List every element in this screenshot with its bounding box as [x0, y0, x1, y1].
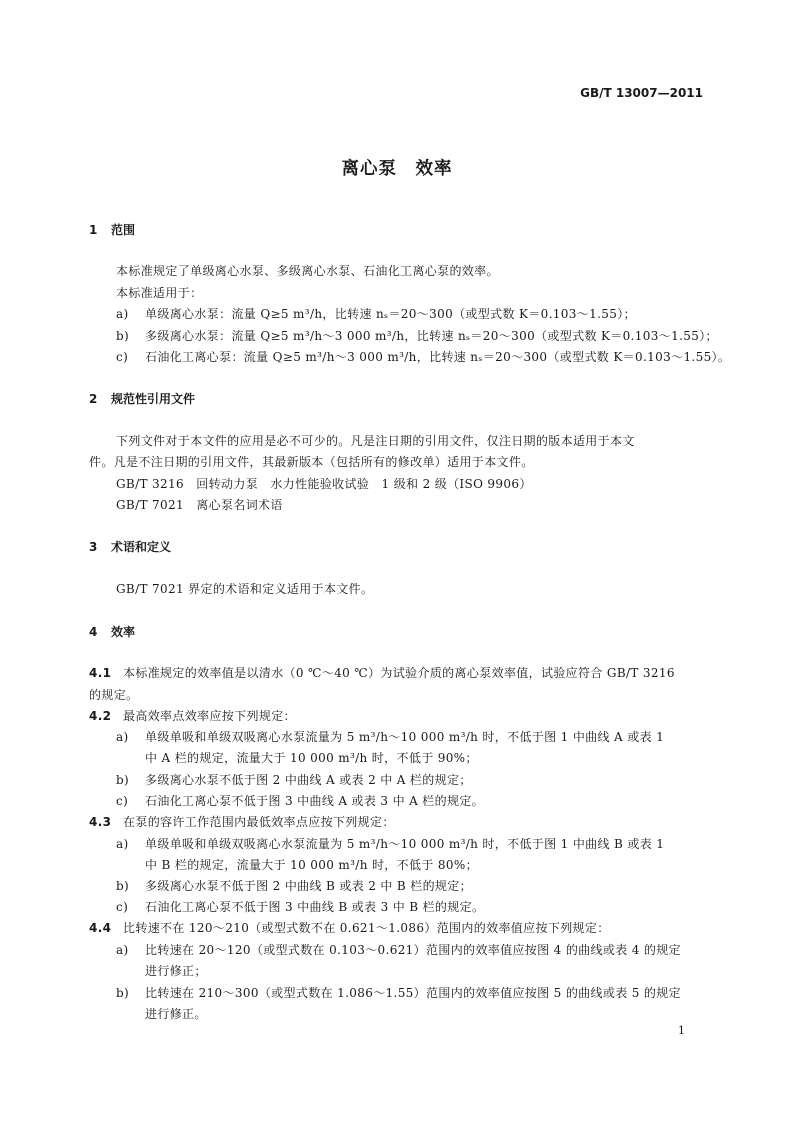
list-text: 石油化工离心泵不低于图 3 中曲线 B 或表 3 中 B 栏的规定。: [145, 900, 485, 914]
list-text: 单级单吸和单级双吸离心水泵流量为 5 m³/h～10 000 m³/h 时，不低于图 1 中曲线 B 或表 1: [145, 837, 665, 851]
clause-text: 最高效率点效率应按下列规定：: [123, 709, 296, 723]
list-text: 石油化工离心泵不低于图 3 中曲线 A 或表 3 中 A 栏的规定。: [145, 794, 485, 808]
clause-text: 本标准规定的效率值是以清水（0 ℃～40 ℃）为试验介质的离心泵效率值，试验应符合 GB/T 3216: [123, 666, 675, 680]
section-number: 1: [89, 223, 98, 237]
clause-number: 4.4: [89, 921, 112, 935]
section-number: 3: [89, 540, 98, 554]
clause-number: 4.1: [89, 666, 112, 680]
clause-4-3: [89, 813, 395, 830]
paragraph-line: 件。凡是不注日期的引用文件，其最新版本（包括所有的修改单）适用于本文件。: [89, 455, 534, 469]
list-label: b): [116, 773, 130, 787]
section-3-heading: [89, 538, 171, 555]
paragraph: GB/T 7021 界定的术语和定义适用于本文件。: [116, 582, 374, 596]
list-text: 单级单吸和单级双吸离心水泵流量为 5 m³/h～10 000 m³/h 时，不低于图 1 中曲线 A 或表 1: [145, 730, 665, 744]
section-1-heading: [89, 221, 135, 238]
page-number: 1: [678, 1024, 685, 1037]
paragraph-line: 下列文件对于本文件的应用是必不可少的。凡是注日期的引用文件，仅注日期的版本适用于本文: [116, 434, 635, 448]
section-title: 效率: [111, 625, 136, 639]
section-number: 4: [89, 625, 98, 639]
list-item: [116, 771, 472, 788]
list-item: [116, 877, 472, 894]
list-text: 多级离心水泵不低于图 2 中曲线 B 或表 2 中 B 栏的规定；: [145, 879, 472, 893]
list-label: c): [116, 794, 129, 808]
reference-item: GB/T 7021 离心泵名词术语: [116, 498, 283, 512]
clause-text: 比转速不在 120～210（或型式数不在 0.621～1.086）范围内的效率值应按下列规定：: [123, 921, 610, 935]
clause-4-2: [89, 707, 296, 724]
list-label: b): [116, 986, 130, 1000]
paragraph: 本标准规定了单级离心水泵、多级离心水泵、石油化工离心泵的效率。: [116, 264, 499, 278]
list-text-continued: 进行修正；: [145, 964, 207, 978]
list-item: [116, 835, 664, 852]
clause-4-4: [89, 919, 610, 936]
list-text: 比转速在 210～300（或型式数在 1.086～1.55）范围内的效率值应按图 5 的曲线或表 5 的规定: [145, 986, 681, 1000]
section-title: 范围: [111, 223, 136, 237]
paragraph: 本标准适用于：: [116, 286, 203, 300]
document-number: GB/T 13007—2011: [580, 86, 703, 100]
reference-item: GB/T 3216 回转动力泵 水力性能验收试验 1 级和 2 级（ISO 9906）: [116, 477, 532, 491]
section-2-heading: [89, 390, 195, 407]
list-item: [116, 728, 664, 745]
list-text: 石油化工离心泵：流量 Q≥5 m³/h～3 000 m³/h，比转速 nₛ＝20～300（或型式数 K＝0.103～1.55）。: [145, 350, 731, 364]
section-4-heading: [89, 623, 135, 640]
list-label: a): [116, 307, 129, 321]
list-item: [116, 305, 636, 322]
clause-text: 在泵的容许工作范围内最低效率点应按下列规定：: [123, 815, 395, 829]
section-title: 规范性引用文件: [111, 392, 196, 406]
list-text: 单级离心水泵：流量 Q≥5 m³/h，比转速 nₛ＝20～300（或型式数 K＝0.103～1.55）；: [145, 307, 636, 321]
list-label: b): [116, 879, 130, 893]
page-title: 离心泵 效率: [341, 159, 453, 179]
list-item: [116, 898, 484, 915]
list-text-continued: 进行修正。: [145, 1007, 207, 1021]
clause-number: 4.3: [89, 815, 112, 829]
clause-number: 4.2: [89, 709, 112, 723]
list-label: b): [116, 329, 130, 343]
list-text-continued: 中 B 栏的规定，流量大于 10 000 m³/h 时，不低于 80%；: [145, 858, 478, 872]
clause-text-continued: 的规定。: [89, 688, 139, 702]
list-label: c): [116, 350, 129, 364]
list-text: 多级离心水泵不低于图 2 中曲线 A 或表 2 中 A 栏的规定；: [145, 773, 472, 787]
list-text: 比转速在 20～120（或型式数在 0.103～0.621）范围内的效率值应按图 4 的曲线或表 4 的规定: [145, 943, 681, 957]
list-item: [116, 327, 718, 344]
list-label: a): [116, 943, 129, 957]
list-text: 多级离心水泵：流量 Q≥5 m³/h～3 000 m³/h，比转速 nₛ＝20～300（或型式数 K＝0.103～1.55）；: [145, 329, 718, 343]
list-label: c): [116, 900, 129, 914]
list-text-continued: 中 A 栏的规定，流量大于 10 000 m³/h 时，不低于 90%；: [145, 751, 478, 765]
list-item: [116, 941, 681, 958]
list-item: [116, 348, 730, 365]
section-title: 术语和定义: [111, 540, 172, 554]
list-item: [116, 984, 681, 1001]
section-number: 2: [89, 392, 98, 406]
list-label: a): [116, 837, 129, 851]
list-label: a): [116, 730, 129, 744]
clause-4-1: [89, 664, 675, 681]
list-item: [116, 792, 484, 809]
